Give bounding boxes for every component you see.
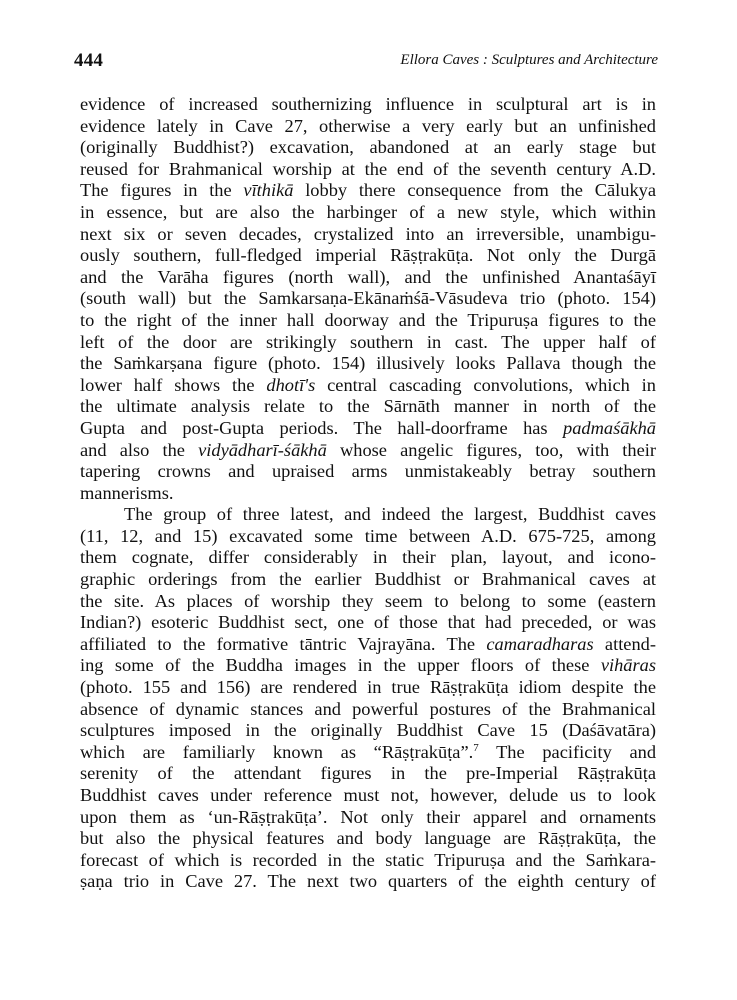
text-line	[80, 461, 656, 483]
text-segment: to the right of the inner hall doorway and the Tripuruṣa figures to the	[80, 309, 656, 330]
text-segment: affiliated to the formative tāntric Vajrayāna. The	[80, 633, 487, 654]
text-segment: lower half shows the	[80, 374, 267, 395]
text-segment: Indian?) esoteric Buddhist sect, one of those that had preceded, or was	[80, 612, 656, 633]
text-segment: evidence lately in Cave 27, otherwise a very early but an unfinished	[80, 115, 656, 136]
text-segment: sculptures imposed in the originally Buddhist Cave 15 (Daśāvatāra)	[80, 720, 656, 741]
italic-term: vihāras	[600, 655, 656, 676]
text-segment: the Saṁkarṣana figure (photo. 154) illusively looks Pallava though the	[80, 353, 656, 374]
text-segment: them cognate, differ considerably in their plan, layout, and icono-	[80, 547, 656, 568]
text-segment: central cascading convolutions, which in	[315, 374, 656, 395]
text-segment: The figures in the	[80, 180, 244, 201]
text-segment: Gupta and post-Gupta periods. The hall-doorframe has	[80, 417, 564, 438]
text-line	[80, 850, 656, 872]
text-line	[80, 634, 656, 656]
text-segment: (originally Buddhist?) excavation, abandoned at an early stage but	[80, 137, 656, 158]
italic-term: vidyādharī-śākhā	[198, 439, 327, 460]
text-line	[80, 569, 656, 591]
text-line	[80, 785, 656, 807]
page-number: 444	[74, 50, 104, 71]
text-line	[80, 483, 656, 505]
text-segment: ously southern, full-fledged imperial Rāṣṭrakūṭa. Not only the Durgā	[80, 245, 656, 266]
text-line	[80, 871, 656, 893]
text-line	[80, 699, 656, 721]
text-line	[80, 94, 656, 116]
text-line	[80, 375, 656, 397]
text-segment: tapering crowns and upraised arms unmistakeably betray southern	[80, 461, 656, 482]
footnote-marker: 7	[473, 741, 479, 754]
text-line	[80, 332, 656, 354]
text-segment: serenity of the attendant figures in the pre-Imperial Rāṣṭrakūṭa	[80, 763, 656, 784]
text-line	[80, 677, 656, 699]
text-line	[80, 807, 656, 829]
text-line	[80, 116, 656, 138]
text-segment: graphic orderings from the earlier Buddhist or Brahmanical caves at	[80, 569, 656, 590]
text-line	[80, 353, 656, 375]
italic-term: padmaśākhā	[563, 417, 656, 438]
text-line	[80, 245, 656, 267]
text-segment: (11, 12, and 15) excavated some time between A.D. 675-725, among	[80, 525, 656, 546]
text-line	[80, 159, 656, 181]
italic-term: dhotī's	[266, 374, 316, 395]
text-segment: (south wall) but the Samkarsaṇa-Ekānaṁśā-Vāsudeva trio (photo. 154)	[80, 288, 656, 309]
text-segment: and the Varāha figures (north wall), and the unfinished Anantaśāyī	[80, 266, 656, 287]
text-line	[80, 202, 656, 224]
text-segment: forecast of which is recorded in the static Tripuruṣa and the Saṁkara-	[80, 849, 656, 870]
text-segment: ṣaṇa trio in Cave 27. The next two quarters of the eighth century of	[80, 871, 656, 892]
text-line	[80, 547, 656, 569]
text-segment: in essence, but are also the harbinger of a new style, which within	[80, 201, 656, 222]
text-segment: next six or seven decades, crystalized into an irreversible, unambigu-	[80, 223, 656, 244]
text-line	[80, 612, 656, 634]
text-line	[80, 224, 656, 246]
text-line	[80, 137, 656, 159]
text-segment: whose angelic figures, too, with their	[326, 439, 656, 460]
text-line	[80, 396, 656, 418]
text-segment: Buddhist caves under reference must not, however, delude us to look	[80, 785, 656, 805]
italic-term: camaradharas	[486, 633, 594, 654]
text-segment: the site. As places of worship they seem to belong to some (eastern	[80, 590, 656, 611]
text-segment: The group of three latest, and indeed the largest, Buddhist caves	[124, 504, 656, 525]
text-segment: lobby there consequence from the Cālukya	[293, 180, 656, 201]
text-line	[80, 440, 656, 462]
text-segment: (photo. 155 and 156) are rendered in true Rāṣṭrakūṭa idiom despite the	[80, 677, 656, 698]
text-segment: evidence of increased southernizing influence in sculptural art is in	[80, 94, 656, 114]
text-segment: ing some of the Buddha images in the upper floors of these	[80, 655, 601, 676]
text-segment: mannerisms.	[80, 482, 174, 503]
text-line	[80, 763, 656, 785]
text-line	[80, 720, 656, 742]
italic-term: vīthikā	[243, 180, 294, 201]
text-line	[80, 504, 656, 526]
text-line	[80, 288, 656, 310]
page-header	[74, 50, 658, 80]
text-line	[80, 267, 656, 289]
text-line	[80, 655, 656, 677]
text-line	[80, 180, 656, 202]
text-segment: reused for Brahmanical worship at the end of the seventh century A.D.	[80, 158, 656, 179]
text-segment: The pacificity and	[478, 741, 657, 762]
text-segment: which are familiarly known as “Rāṣṭrakūṭa”.	[80, 741, 474, 762]
text-segment: attend-	[593, 633, 656, 654]
text-line	[80, 828, 656, 850]
text-segment: the ultimate analysis relate to the Sārnāth manner in north of the	[80, 396, 656, 417]
text-line	[80, 526, 656, 548]
text-segment: upon them as ‘un-Rāṣṭrakūṭa’. Not only their apparel and ornaments	[80, 806, 656, 827]
running-title: Ellora Caves : Sculptures and Architecture	[400, 52, 658, 68]
text-line	[80, 310, 656, 332]
body-text	[80, 94, 656, 893]
text-line	[80, 418, 656, 440]
text-segment: left of the door are strikingly southern in cast. The upper half of	[80, 331, 656, 352]
text-line	[80, 591, 656, 613]
text-segment: and also the	[80, 439, 199, 460]
text-line	[80, 742, 656, 764]
text-segment: absence of dynamic stances and powerful postures of the Brahmanical	[80, 698, 656, 719]
text-segment: but also the physical features and body language are Rāṣṭrakūṭa, the	[80, 828, 656, 849]
